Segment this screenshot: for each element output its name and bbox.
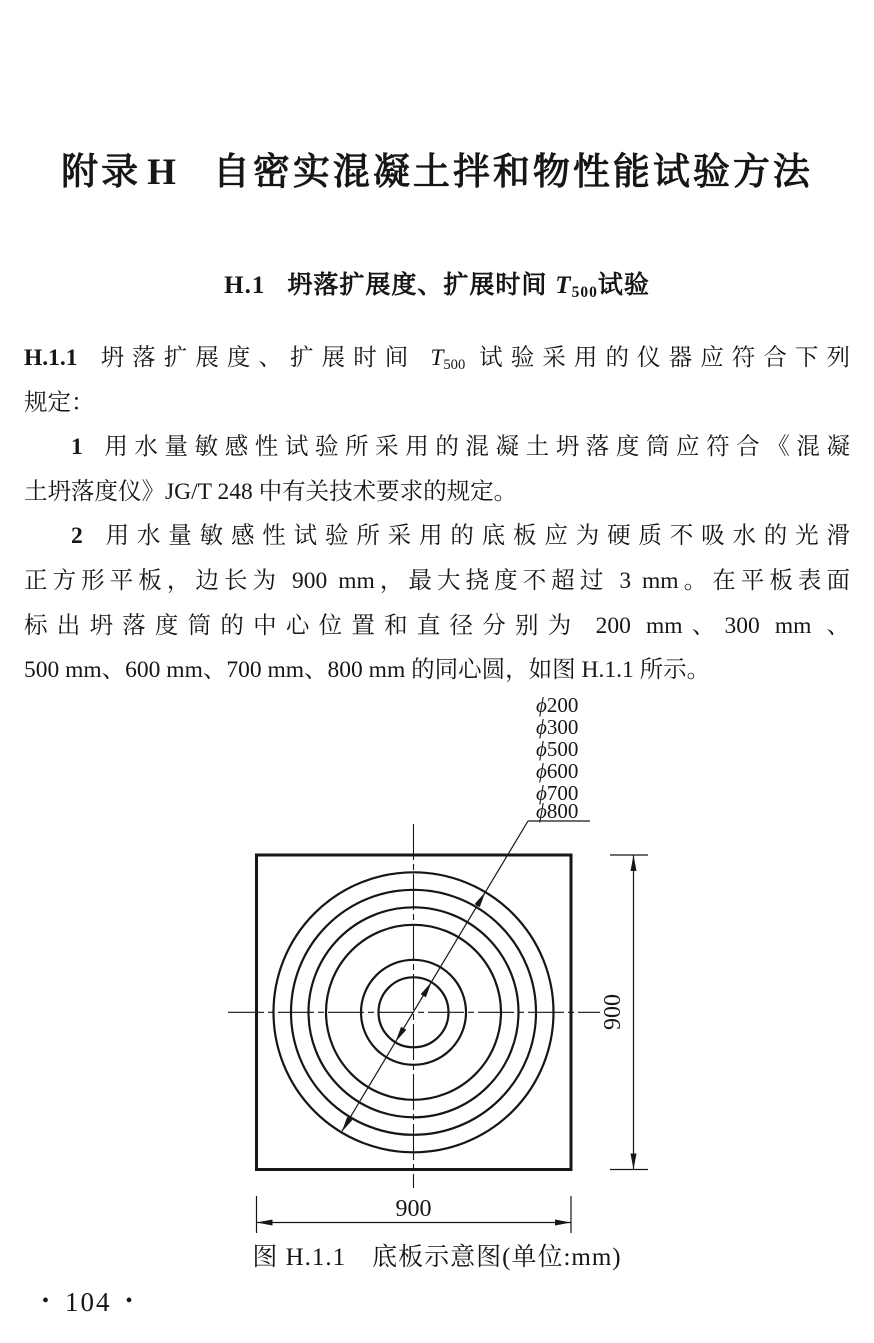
arrowhead-up	[631, 855, 637, 871]
figure-caption: 图 H.1.1 底板示意图(单位:mm)	[252, 1244, 622, 1271]
arrowhead-left	[257, 1220, 273, 1226]
item1-line1	[24, 425, 850, 470]
item2-line3: 标出坍落度筒的中心位置和直径分别为 200 mm、300 mm 、	[24, 612, 850, 639]
diameter-value: 800	[546, 799, 579, 823]
title-text: 自密实混凝土拌和物性能试验方法	[212, 151, 813, 192]
arrowhead-ne-inner	[421, 982, 432, 997]
phi-symbol: ϕ	[536, 693, 547, 717]
diameter-label-600	[536, 759, 578, 783]
diameter-value: 600	[546, 759, 579, 783]
diameter-value: 200	[546, 693, 579, 717]
item-number: 2	[71, 523, 83, 550]
page-number	[42, 1284, 135, 1319]
diameter-label-200	[536, 693, 578, 717]
item-text: 用水量敏感性试验所采用的混凝土坍落度筒应符合《混凝	[97, 434, 850, 461]
phi-symbol: ϕ	[536, 781, 547, 805]
page-number-right-dot: •	[125, 1290, 135, 1312]
paragraph-h111-line1	[24, 336, 850, 381]
title-appendix-letter: H	[147, 152, 179, 193]
phi-symbol: ϕ	[536, 759, 547, 783]
diameter-value: 300	[546, 715, 579, 739]
arrowhead-sw-inner	[396, 1027, 407, 1042]
t500-symbol	[430, 345, 465, 371]
t-subscript: 500	[571, 283, 598, 301]
arrowhead-sw-outer	[342, 1117, 353, 1132]
item-number: 1	[71, 434, 83, 461]
arrowhead-right	[555, 1220, 571, 1226]
section-heading-pre: 坍落扩展度、扩展时间	[287, 271, 556, 299]
clause-text: 坍落扩展度、扩展时间	[92, 345, 431, 371]
title-prefix: 附录	[61, 151, 142, 192]
t-subscript: 500	[443, 356, 466, 373]
page-number-value: 104	[65, 1287, 112, 1318]
diameter-dimension-line	[342, 821, 528, 1131]
t500-symbol	[555, 272, 598, 299]
item2-line2: 正方形平板，边长为 900 mm，最大挠度不超过 3 mm。在平板表面	[24, 567, 850, 594]
paragraph-h111-line2: 规定：	[24, 389, 95, 416]
arrowhead-ne-outer	[475, 892, 486, 907]
clause-number: H.1.1	[24, 345, 78, 371]
phi-symbol: ϕ	[536, 799, 547, 823]
diameter-label-500	[536, 737, 578, 761]
item2-line1	[24, 514, 850, 559]
bottom-dimension-label: 900	[395, 1196, 432, 1222]
section-heading-post: 试验	[597, 271, 650, 299]
page-number-left-dot: •	[42, 1290, 52, 1312]
phi-symbol: ϕ	[536, 715, 547, 739]
t-symbol: T	[430, 345, 444, 371]
arrowhead-down	[631, 1154, 637, 1170]
diameter-value: 700	[546, 781, 579, 805]
right-dimension-label: 900	[600, 994, 626, 1030]
section-number: H.1	[224, 272, 266, 299]
diameter-label-300	[536, 715, 578, 739]
section-heading	[0, 268, 874, 306]
body-text	[24, 336, 850, 693]
item-text: 用水量敏感性试验所采用的底板应为硬质不吸水的光滑	[97, 523, 850, 550]
item2-line4: 500 mm、600 mm、700 mm、800 mm 的同心圆，如图 H.1.1 所示。	[24, 657, 711, 684]
diameter-label-800	[536, 799, 578, 823]
clause-text: 试验采用的仪器应符合下列	[465, 345, 851, 371]
page-title	[0, 148, 874, 197]
item1-line2: 土坍落度仪》JG/T 248 中有关技术要求的规定。	[24, 478, 518, 505]
diameter-value: 500	[546, 737, 579, 761]
phi-symbol: ϕ	[536, 737, 547, 761]
base-plate-figure	[210, 685, 710, 1245]
t-symbol: T	[555, 272, 572, 299]
